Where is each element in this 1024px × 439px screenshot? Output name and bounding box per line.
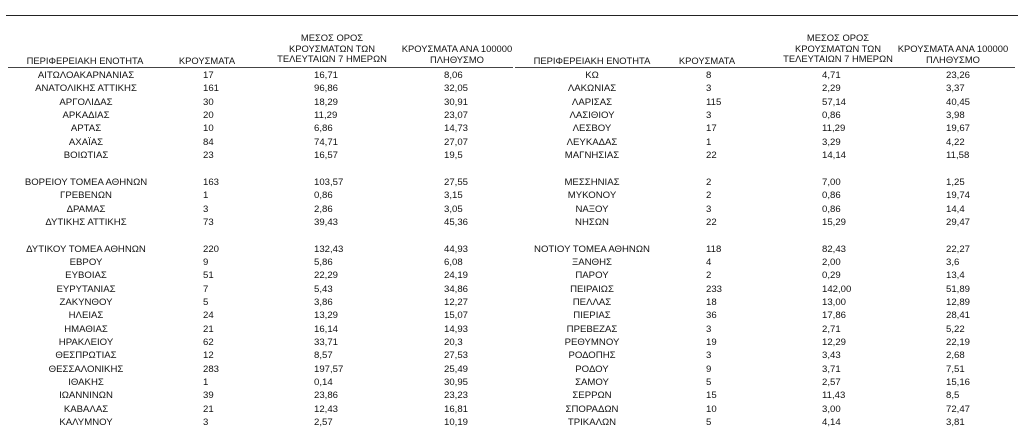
cases-cell: 3 (203, 203, 209, 215)
cases-cell: 3 (706, 323, 712, 335)
per100k-cell: 7,51 (946, 363, 965, 375)
header-line: ΜΕΣΟΣ ΟΡΟΣ (806, 32, 870, 43)
avg-cell: 5,86 (314, 256, 333, 268)
per100k-cell: 40,45 (946, 96, 971, 108)
cases-cell: 2 (706, 190, 712, 202)
right-header-per100k (888, 44, 1018, 65)
per100k-cell: 3,81 (946, 417, 965, 429)
cases-cell: 2 (706, 176, 712, 188)
region-cell: ΛΕΥΚΑΔΑΣ (566, 136, 618, 148)
avg-cell: 96,86 (314, 83, 339, 95)
header-line: ΜΕΣΟΣ ΟΡΟΣ (300, 32, 364, 43)
cases-cell: 163 (203, 176, 220, 188)
per100k-cell: 20,3 (444, 337, 463, 348)
per100k-cell: 14,93 (444, 323, 469, 335)
cases-cell: 5 (706, 377, 712, 389)
region-cell: ΔΥΤΙΚΗΣ ΑΤΤΙΚΗΣ (45, 216, 127, 228)
cases-cell: 62 (203, 337, 214, 348)
avg-cell: 3,00 (822, 403, 841, 415)
region-cell: ΣΕΡΡΩΝ (572, 390, 612, 402)
per100k-cell: 27,53 (444, 350, 469, 362)
region-cell: ΠΙΕΡΙΑΣ (573, 310, 611, 322)
left-header-cases: ΚΡΟΥΣΜΑΤΑ (178, 55, 236, 66)
cases-cell: 3 (706, 350, 712, 362)
header-line: ΠΛΗΘΥΣΜΟ (926, 53, 980, 65)
cases-cell: 20 (203, 110, 214, 122)
cases-cell: 22 (706, 150, 717, 162)
region-cell: ΚΑΒΑΛΑΣ (63, 403, 109, 415)
avg-cell: 12,43 (314, 403, 339, 415)
per100k-cell: 15,07 (444, 310, 469, 322)
avg-cell: 74,71 (314, 136, 339, 148)
cases-cell: 3 (203, 417, 209, 429)
cases-cell: 4 (706, 256, 712, 268)
cases-cell: 24 (203, 310, 214, 322)
per100k-cell: 22,19 (946, 337, 971, 348)
per100k-cell: 23,07 (444, 110, 469, 122)
region-cell: ΑΡΚΑΔΙΑΣ (62, 110, 110, 122)
region-cell: ΜΥΚΟΝΟΥ (567, 190, 617, 202)
left-header-region: ΠΕΡΙΦΕΡΕΙΑΚΗ ΕΝΟΤΗΤΑ (26, 55, 144, 66)
cases-cell: 9 (706, 363, 712, 375)
per100k-cell: 2,68 (946, 350, 965, 362)
avg-cell: 33,71 (314, 337, 339, 348)
cases-cell: 5 (203, 296, 209, 308)
region-cell: ΓΡΕΒΕΝΩΝ (60, 190, 112, 202)
region-cell: ΙΘΑΚΗΣ (68, 377, 104, 389)
avg-cell: 2,71 (822, 323, 841, 335)
cases-cell: 1 (203, 377, 209, 389)
cases-cell: 3 (706, 83, 712, 95)
per100k-cell: 14,73 (444, 123, 469, 135)
region-cell: ΕΒΡΟΥ (69, 256, 103, 268)
avg-cell: 0,86 (822, 190, 841, 202)
cases-cell: 1 (706, 136, 712, 148)
cases-cell: 12 (203, 350, 214, 362)
avg-cell: 3,29 (822, 136, 841, 148)
avg-cell: 22,29 (314, 270, 339, 282)
avg-cell: 11,43 (822, 390, 846, 402)
region-cell: ΑΙΤΩΛΟΑΚΑΡΝΑΝΙΑΣ (37, 70, 135, 81)
avg-cell: 14,14 (822, 150, 847, 162)
region-cell: ΝΗΣΩΝ (575, 216, 609, 228)
cases-cell: 21 (203, 323, 214, 335)
right-header-underline (515, 67, 1015, 68)
header-line: ΚΡΟΥΣΜΑΤΑ ΑΝΑ 100000 (401, 43, 513, 54)
per100k-cell: 11,58 (946, 150, 970, 162)
region-cell: ΑΧΑΪΑΣ (68, 136, 104, 148)
cases-cell: 39 (203, 390, 214, 402)
avg-cell: 12,29 (822, 337, 847, 348)
region-cell: ΑΡΤΑΣ (70, 123, 102, 135)
avg-cell: 16,14 (314, 323, 339, 335)
avg-cell: 2,00 (822, 256, 841, 268)
avg-cell: 17,86 (822, 310, 847, 322)
region-cell: ΛΑΡΙΣΑΣ (571, 96, 613, 108)
avg-cell: 0,86 (822, 110, 841, 122)
region-cell: ΝΑΞΟΥ (575, 203, 609, 215)
avg-cell: 13,00 (822, 296, 847, 308)
per100k-cell: 30,95 (444, 377, 469, 389)
region-cell: ΑΡΓΟΛΙΔΑΣ (59, 96, 113, 108)
avg-cell: 15,29 (822, 216, 847, 228)
avg-cell: 5,43 (314, 283, 333, 295)
avg-cell: 23,86 (314, 390, 339, 402)
header-line: ΤΕΛΕΥΤΑΙΩΝ 7 ΗΜΕΡΩΝ (277, 53, 387, 64)
avg-cell: 3,86 (314, 296, 333, 308)
right-header-avg (768, 33, 908, 65)
region-cell: ΤΡΙΚΑΛΩΝ (567, 417, 617, 429)
cases-cell: 1 (203, 190, 209, 202)
per100k-cell: 45,36 (444, 216, 469, 228)
per100k-cell: 4,22 (946, 136, 965, 148)
per100k-cell: 22,27 (946, 243, 971, 255)
cases-cell: 17 (706, 123, 717, 135)
header-line: ΠΛΗΘΥΣΜΟ (430, 53, 484, 65)
cases-cell: 10 (706, 403, 717, 415)
region-cell: ΡΟΔΟΠΗΣ (568, 350, 616, 362)
avg-cell: 2,29 (822, 83, 841, 95)
avg-cell: 142,00 (822, 283, 852, 295)
region-cell: ΜΑΓΝΗΣΙΑΣ (564, 150, 620, 162)
per100k-cell: 28,41 (946, 310, 971, 322)
per100k-cell: 19,67 (946, 123, 971, 135)
cases-cell: 2 (706, 270, 712, 282)
per100k-cell: 3,05 (444, 203, 463, 215)
per100k-cell: 3,98 (946, 110, 965, 122)
region-cell: ΜΕΣΣΗΝΙΑΣ (564, 176, 620, 188)
avg-cell: 57,14 (822, 96, 847, 108)
avg-cell: 2,57 (822, 377, 841, 389)
per100k-cell: 32,05 (444, 83, 469, 95)
top-rule (6, 15, 1018, 16)
avg-cell: 0,14 (314, 377, 333, 389)
per100k-cell: 27,07 (444, 136, 469, 148)
cases-cell: 3 (706, 110, 712, 122)
cases-cell: 283 (203, 363, 220, 375)
region-cell: ΛΑΣΙΘΙΟΥ (569, 110, 615, 122)
region-cell: ΕΥΡΥΤΑΝΙΑΣ (56, 283, 116, 295)
region-cell: ΕΥΒΟΙΑΣ (65, 270, 107, 282)
per100k-cell: 3,6 (946, 256, 960, 268)
avg-cell: 4,14 (822, 417, 841, 429)
per100k-cell: 16,81 (444, 403, 469, 415)
cases-cell: 10 (203, 123, 214, 135)
region-cell: ΔΥΤΙΚΟΥ ΤΟΜΕΑ ΑΘΗΝΩΝ (26, 243, 146, 255)
cases-cell: 19 (706, 337, 717, 348)
cases-cell: 15 (706, 390, 717, 402)
cases-cell: 118 (706, 243, 722, 255)
per100k-cell: 34,86 (444, 283, 469, 295)
cases-cell: 23 (203, 150, 214, 162)
region-cell: ΠΕΛΛΑΣ (572, 296, 612, 308)
avg-cell: 16,57 (314, 150, 339, 162)
cases-cell: 9 (203, 256, 209, 268)
region-cell: ΠΕΙΡΑΙΩΣ (570, 283, 614, 295)
per100k-cell: 29,47 (946, 216, 971, 228)
per100k-cell: 44,93 (444, 243, 469, 255)
region-cell: ΒΟΙΩΤΙΑΣ (63, 150, 109, 162)
per100k-cell: 15,16 (946, 377, 971, 389)
cases-cell: 22 (706, 216, 717, 228)
cases-cell: 161 (203, 83, 220, 95)
avg-cell: 82,43 (822, 243, 847, 255)
region-cell: ΞΑΝΘΗΣ (572, 256, 612, 268)
cases-cell: 3 (706, 203, 712, 215)
per100k-cell: 19,74 (946, 190, 971, 202)
region-cell: ΗΜΑΘΙΑΣ (64, 323, 108, 335)
avg-cell: 11,29 (822, 123, 846, 135)
per100k-cell: 51,89 (946, 283, 971, 295)
per100k-cell: 23,26 (946, 70, 971, 81)
cases-cell: 73 (203, 216, 214, 228)
avg-cell: 2,57 (314, 417, 333, 429)
per100k-cell: 8,06 (444, 70, 463, 81)
avg-cell: 4,71 (822, 70, 841, 81)
per100k-cell: 27,55 (444, 176, 469, 188)
header-line: ΚΡΟΥΣΜΑΤΩΝ ΤΩΝ (794, 42, 882, 54)
region-cell: ΚΑΛΥΜΝΟΥ (59, 417, 113, 429)
avg-cell: 2,86 (314, 203, 333, 215)
avg-cell: 7,00 (822, 176, 841, 188)
cases-cell: 21 (203, 403, 214, 415)
region-cell: ΠΡΕΒΕΖΑΣ (566, 323, 618, 335)
left-header-avg (262, 33, 402, 65)
cases-cell: 18 (706, 296, 717, 308)
cases-cell: 30 (203, 96, 214, 108)
per100k-cell: 25,49 (444, 363, 469, 375)
avg-cell: 39,43 (314, 216, 339, 228)
left-header-underline (8, 67, 513, 68)
region-cell: ΖΑΚΥΝΘΟΥ (59, 296, 113, 308)
region-cell: ΚΩ (585, 70, 599, 81)
avg-cell: 6,86 (314, 123, 333, 135)
region-cell: ΛΕΣΒΟΥ (572, 123, 612, 135)
avg-cell: 3,43 (822, 350, 841, 362)
region-cell: ΘΕΣΣΑΛΟΝΙΚΗΣ (48, 363, 124, 375)
avg-cell: 197,57 (314, 363, 344, 375)
per100k-cell: 8,5 (946, 390, 960, 402)
cases-cell: 7 (203, 283, 209, 295)
avg-cell: 16,71 (314, 70, 339, 81)
region-cell: ΗΛΕΙΑΣ (68, 310, 104, 322)
per100k-cell: 13,4 (946, 270, 965, 282)
right-header-cases: ΚΡΟΥΣΜΑΤΑ (678, 55, 736, 66)
per100k-cell: 6,08 (444, 256, 463, 268)
region-cell: ΑΝΑΤΟΛΙΚΗΣ ΑΤΤΙΚΗΣ (35, 83, 137, 95)
avg-cell: 0,29 (822, 270, 841, 282)
cases-cell: 220 (203, 243, 220, 255)
avg-cell: 18,29 (314, 96, 339, 108)
region-cell: ΘΕΣΠΡΩΤΙΑΣ (55, 350, 117, 362)
per100k-cell: 23,23 (444, 390, 469, 402)
per100k-cell: 19,5 (444, 150, 463, 162)
region-cell: ΣΑΜΟΥ (575, 377, 609, 389)
cases-cell: 51 (203, 270, 214, 282)
per100k-cell: 30,91 (444, 96, 469, 108)
region-cell: ΠΑΡΟΥ (575, 270, 609, 282)
per100k-cell: 14,4 (946, 203, 965, 215)
avg-cell: 8,57 (314, 350, 333, 362)
per100k-cell: 3,37 (946, 83, 965, 95)
per100k-cell: 3,15 (444, 190, 463, 202)
header-line: ΚΡΟΥΣΜΑΤΑ ΑΝΑ 100000 (897, 43, 1009, 54)
header-line: ΤΕΛΕΥΤΑΙΩΝ 7 ΗΜΕΡΩΝ (783, 53, 893, 64)
header-line: ΚΡΟΥΣΜΑΤΩΝ ΤΩΝ (288, 42, 376, 54)
cases-cell: 8 (706, 70, 712, 81)
avg-cell: 103,57 (314, 176, 344, 188)
avg-cell: 11,29 (314, 110, 338, 122)
region-cell: ΗΡΑΚΛΕΙΟΥ (58, 337, 114, 348)
right-header-region: ΠΕΡΙΦΕΡΕΙΑΚΗ ΕΝΟΤΗΤΑ (533, 55, 651, 66)
per100k-cell: 72,47 (946, 403, 971, 415)
region-cell: ΒΟΡΕΙΟΥ ΤΟΜΕΑ ΑΘΗΝΩΝ (24, 176, 148, 188)
avg-cell: 13,29 (314, 310, 339, 322)
avg-cell: 0,86 (822, 203, 841, 215)
region-cell: ΡΕΘΥΜΝΟΥ (564, 337, 620, 348)
per100k-cell: 1,25 (946, 176, 965, 188)
region-cell: ΡΟΔΟΥ (575, 363, 609, 375)
cases-cell: 36 (706, 310, 717, 322)
avg-cell: 3,71 (822, 363, 841, 375)
cases-cell: 5 (706, 417, 712, 429)
per100k-cell: 12,27 (444, 296, 469, 308)
per100k-cell: 10,19 (444, 417, 469, 429)
per100k-cell: 12,89 (946, 296, 971, 308)
region-cell: ΝΟΤΙΟΥ ΤΟΜΕΑ ΑΘΗΝΩΝ (534, 243, 650, 255)
left-header-per100k (392, 44, 522, 65)
region-cell: ΣΠΟΡΑΔΩΝ (565, 403, 619, 415)
cases-cell: 233 (706, 283, 723, 295)
region-cell: ΛΑΚΩΝΙΑΣ (567, 83, 617, 95)
cases-cell: 115 (706, 96, 722, 108)
per100k-cell: 5,22 (946, 323, 965, 335)
region-cell: ΙΩΑΝΝΙΝΩΝ (59, 390, 113, 402)
cases-cell: 17 (203, 70, 214, 81)
region-cell: ΔΡΑΜΑΣ (66, 203, 106, 215)
avg-cell: 132,43 (314, 243, 344, 255)
per100k-cell: 24,19 (444, 270, 469, 282)
cases-cell: 84 (203, 136, 214, 148)
avg-cell: 0,86 (314, 190, 333, 202)
